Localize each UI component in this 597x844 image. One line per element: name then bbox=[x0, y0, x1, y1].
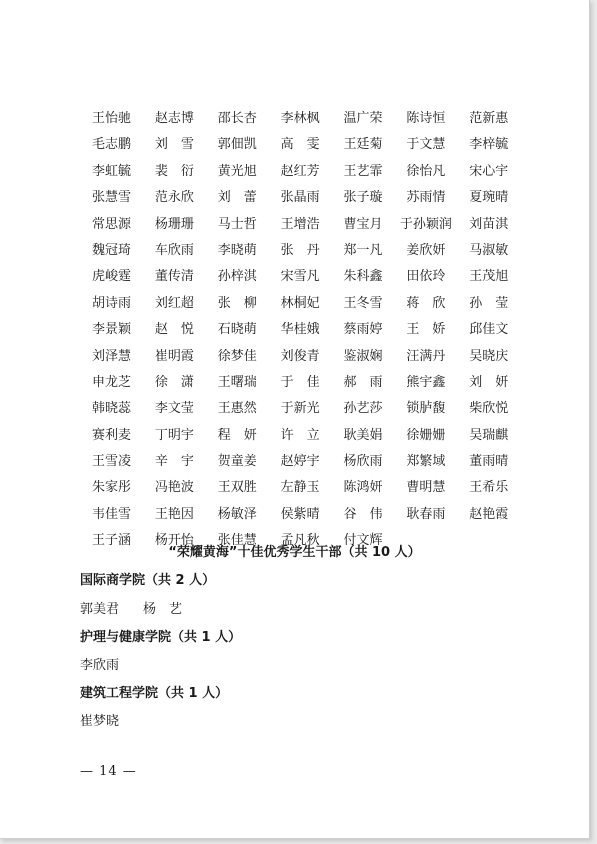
student-name: 赵志博 bbox=[154, 111, 194, 126]
student-name: 王惠然 bbox=[217, 401, 257, 417]
student-name: 左静玉 bbox=[280, 480, 320, 496]
student-name: 杨珊珊 bbox=[154, 216, 194, 232]
student-name: 张 丹 bbox=[280, 242, 320, 258]
section-names-international-business bbox=[80, 601, 182, 619]
student-name: 温广荣 bbox=[343, 111, 383, 126]
student-name: 徐姗姗 bbox=[406, 427, 446, 443]
student-name: 朱家彤 bbox=[91, 480, 131, 496]
student-name: 付文辉 bbox=[343, 533, 383, 549]
student-name: 赵艳霞 bbox=[469, 506, 509, 522]
student-name: 韦佳雪 bbox=[91, 506, 131, 522]
student-name: 郑一凡 bbox=[343, 242, 383, 258]
student-name: 范新惠 bbox=[469, 111, 509, 126]
student-name: 孙梓淇 bbox=[217, 269, 257, 285]
student-name: 郭佃凯 bbox=[217, 137, 257, 153]
student-name: 李梓毓 bbox=[469, 137, 509, 153]
student-name: 蒋 欣 bbox=[406, 295, 446, 311]
student-name: 曹明慧 bbox=[406, 480, 446, 496]
student-name: 王怡驰 bbox=[91, 111, 131, 126]
student-name: 汪满丹 bbox=[406, 348, 446, 364]
student-name: 刘泽慧 bbox=[91, 348, 131, 364]
section-names-nursing-health bbox=[80, 657, 119, 675]
student-name: 杨开怡 bbox=[154, 533, 194, 549]
student-name: 姜欣妍 bbox=[406, 242, 446, 258]
student-name: 李晓萌 bbox=[217, 242, 257, 258]
award-title: “荣耀黄海”十佳优秀学生干部（共 10 人） bbox=[168, 545, 421, 560]
student-name: 张佳慧 bbox=[217, 533, 257, 549]
student-name: 王子涵 bbox=[91, 533, 131, 549]
student-name: 赛利麦 bbox=[91, 427, 131, 443]
student-name: 郭美君 bbox=[80, 602, 120, 617]
student-name: 贺童姜 bbox=[217, 454, 257, 470]
student-name: 马淑敏 bbox=[469, 242, 509, 258]
student-name: 王廷菊 bbox=[343, 137, 383, 153]
student-name: 宋心宇 bbox=[469, 163, 509, 179]
student-name: 马士哲 bbox=[217, 216, 257, 232]
student-name: 石晓萌 bbox=[217, 322, 257, 338]
student-name: 丁明宇 bbox=[154, 427, 194, 443]
student-name: 董雨晴 bbox=[469, 454, 509, 470]
student-name: 侯紫晴 bbox=[280, 506, 320, 522]
student-name: 黄光旭 bbox=[217, 163, 257, 179]
student-name: 朱科鑫 bbox=[343, 269, 383, 285]
student-name: 谷 伟 bbox=[343, 506, 383, 522]
student-name: 裴 衍 bbox=[154, 163, 194, 179]
student-name: 魏冠琦 bbox=[91, 242, 131, 258]
student-name: 韩晓蕊 bbox=[91, 401, 131, 417]
student-name: 李林枫 bbox=[280, 111, 320, 126]
student-name: 李文莹 bbox=[154, 401, 194, 417]
student-name: 许 立 bbox=[280, 427, 320, 443]
student-name: 孙艺莎 bbox=[343, 401, 383, 417]
student-name: 陈诗恒 bbox=[406, 111, 446, 126]
student-name: 程 妍 bbox=[217, 427, 257, 443]
student-name: 于 佳 bbox=[280, 374, 320, 390]
student-name: 王双胜 bbox=[217, 480, 257, 496]
student-name: 孙 莹 bbox=[469, 295, 509, 311]
student-name: 杨欣雨 bbox=[343, 454, 383, 470]
student-name: 吴晓庆 bbox=[469, 348, 509, 364]
student-name: 郝 雨 bbox=[343, 374, 383, 390]
student-name: 范永欣 bbox=[154, 190, 194, 206]
student-name: 徐 潇 bbox=[154, 374, 194, 390]
student-name: 车欣雨 bbox=[154, 242, 194, 258]
student-name: 徐怡凡 bbox=[406, 163, 446, 179]
section-title-nursing-health: 护理与健康学院（共 1 人） bbox=[80, 630, 242, 645]
student-name: 林桐妃 bbox=[280, 295, 320, 311]
student-name: 于新光 bbox=[280, 401, 320, 417]
student-name: 王 娇 bbox=[406, 322, 446, 338]
student-name: 李景颖 bbox=[91, 322, 131, 338]
student-name: 鉴淑娴 bbox=[343, 348, 383, 364]
student-name: 冯艳波 bbox=[154, 480, 194, 496]
section-names-architecture-engineering bbox=[80, 713, 119, 731]
student-name: 郑繁域 bbox=[406, 454, 446, 470]
student-name: 张慧雪 bbox=[91, 190, 131, 206]
student-name: 常思源 bbox=[91, 216, 131, 232]
student-name: 耿美娟 bbox=[343, 427, 383, 443]
student-name: 王艳因 bbox=[154, 506, 194, 522]
student-name: 夏琬晴 bbox=[469, 190, 509, 206]
student-name: 陈鸿妍 bbox=[343, 480, 383, 496]
student-name: 胡诗雨 bbox=[91, 295, 131, 311]
student-name: 高 雯 bbox=[280, 137, 320, 153]
student-name: 崔梦晓 bbox=[80, 714, 120, 729]
section-title-international-business: 国际商学院（共 2 人） bbox=[80, 573, 216, 588]
student-name: 刘俊青 bbox=[280, 348, 320, 364]
student-name: 王增浩 bbox=[280, 216, 320, 232]
student-name: 苏雨情 bbox=[406, 190, 446, 206]
student-name: 张子璇 bbox=[343, 190, 383, 206]
student-name: 宋雪凡 bbox=[280, 269, 320, 285]
student-name: 耿春雨 bbox=[406, 506, 446, 522]
student-name: 崔明霞 bbox=[154, 348, 194, 364]
student-name: 刘 妍 bbox=[469, 374, 509, 390]
student-name: 王雪凌 bbox=[91, 454, 131, 470]
student-name: 王希乐 bbox=[469, 480, 509, 496]
student-name: 刘 雪 bbox=[154, 137, 194, 153]
student-name: 赵 悦 bbox=[154, 322, 194, 338]
student-name: 蔡雨婷 bbox=[343, 322, 383, 338]
student-name: 杨 艺 bbox=[143, 602, 183, 617]
student-name: 刘苗淇 bbox=[469, 216, 509, 232]
student-name: 邵长杏 bbox=[217, 111, 257, 126]
student-name: 柴欣悦 bbox=[469, 401, 509, 417]
student-name: 刘红超 bbox=[154, 295, 194, 311]
student-name: 熊宇鑫 bbox=[406, 374, 446, 390]
student-name: 于文慧 bbox=[406, 137, 446, 153]
student-name: 张晶雨 bbox=[280, 190, 320, 206]
student-name: 华桂娥 bbox=[280, 322, 320, 338]
student-name: 辛 宇 bbox=[154, 454, 194, 470]
student-name: 于孙颖润 bbox=[399, 216, 452, 232]
student-name: 董传清 bbox=[154, 269, 194, 285]
student-name: 曹宝月 bbox=[343, 216, 383, 232]
student-name: 李虹毓 bbox=[91, 163, 131, 179]
student-name: 王茂旭 bbox=[469, 269, 509, 285]
student-name: 李欣雨 bbox=[80, 658, 120, 673]
page-number: — 14 — bbox=[80, 764, 137, 779]
student-name: 毛志鹏 bbox=[91, 137, 131, 153]
student-name: 邱佳文 bbox=[469, 322, 509, 338]
student-name: 田依玲 bbox=[406, 269, 446, 285]
name-list-grid bbox=[80, 106, 520, 555]
student-name: 锁胪馥 bbox=[406, 401, 446, 417]
student-name: 吴瑞麒 bbox=[469, 427, 509, 443]
student-name: 申龙芝 bbox=[91, 374, 131, 390]
student-name: 杨敏泽 bbox=[217, 506, 257, 522]
student-name: 徐梦佳 bbox=[217, 348, 257, 364]
student-name: 王曙瑞 bbox=[217, 374, 257, 390]
section-title-architecture-engineering: 建筑工程学院（共 1 人） bbox=[80, 686, 229, 701]
student-name: 孟凡秋 bbox=[280, 533, 320, 549]
student-name: 王冬雪 bbox=[343, 295, 383, 311]
student-name: 虎峻霆 bbox=[91, 269, 131, 285]
student-name: 王艺霏 bbox=[343, 163, 383, 179]
student-name: 张 柳 bbox=[217, 295, 257, 311]
student-name: 赵红芳 bbox=[280, 163, 320, 179]
student-name: 刘 蕾 bbox=[217, 190, 257, 206]
student-name: 赵婷宇 bbox=[280, 454, 320, 470]
